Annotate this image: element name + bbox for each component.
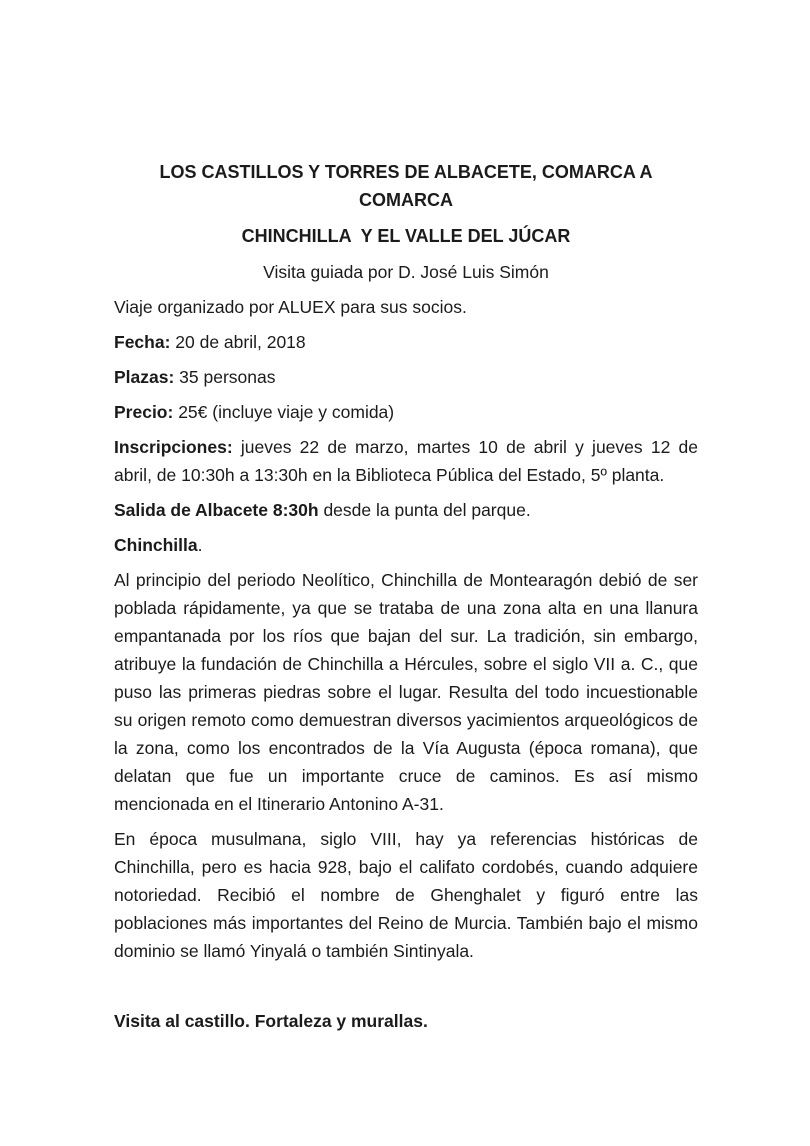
document-title-line1: LOS CASTILLOS Y TORRES DE ALBACETE, COMARCA A COMARCA — [159, 162, 653, 210]
section-heading-label: Chinchilla — [114, 535, 198, 555]
detail-inscripciones-label: Inscripciones: — [114, 437, 233, 457]
detail-fecha — [114, 328, 698, 356]
detail-precio-label: Precio: — [114, 402, 174, 422]
detail-salida — [114, 496, 698, 524]
detail-precio — [114, 398, 698, 426]
document-title-line2: CHINCHILLA Y EL VALLE DEL JÚCAR — [241, 226, 571, 246]
detail-salida-label: Salida de Albacete 8:30h — [114, 500, 319, 520]
detail-plazas — [114, 363, 698, 391]
detail-precio-value: 25€ (incluye viaje y comida) — [173, 402, 395, 422]
section-heading-chinchilla — [114, 531, 698, 559]
detail-plazas-label: Plazas: — [114, 367, 175, 387]
section-heading-suffix: . — [197, 535, 203, 555]
intro-paragraph: Viaje organizado por ALUEX para sus socios. — [114, 297, 467, 317]
detail-inscripciones — [114, 433, 698, 489]
body-paragraph-1: Al principio del periodo Neolítico, Chinchilla de Montearagón debió de ser poblada rápidamente, ya que se trataba de una zona alta en una llanura empantanada por los ríos que bajan del sur. La tradición, sin embargo, atribuye la fundación de Chinchilla a Hércules, sobre el siglo VII a. C., que puso las primeras piedras sobre el lugar. Resulta del todo incuestionable su origen remoto como demuestran diversos yacimientos arqueológicos de la zona, como los encontrados de la Vía Augusta (época romana), que delatan que fue un importante cruce de caminos. Es así mismo mencionada en el Itinerario Antonino A-31. — [114, 570, 698, 814]
document-subtitle: Visita guiada por D. José Luis Simón — [263, 262, 549, 282]
empty-paragraph-spacer — [114, 972, 698, 1000]
detail-fecha-label: Fecha: — [114, 332, 171, 352]
body-paragraph-2: En época musulmana, siglo VIII, hay ya referencias históricas de Chinchilla, pero es hacia 928, bajo el califato cordobés, cuando adquiere notoriedad. Recibió el nombre de Ghenghalet y figuró entre las poblaciones más importantes del Reino de Murcia. También bajo el mismo dominio se llamó Yinyalá o también Sintinyala. — [114, 829, 698, 961]
detail-salida-value: desde la punta del parque. — [318, 500, 531, 520]
document-content — [114, 0, 698, 1042]
detail-inscripciones-value: jueves 22 de marzo, martes 10 de abril y jueves 12 de abril, de 10:30h a 13:30h en la Biblioteca Pública del Estado, 5º planta. — [114, 437, 698, 485]
footer-heading: Visita al castillo. Fortaleza y murallas. — [114, 1011, 428, 1031]
detail-plazas-value: 35 personas — [174, 367, 276, 387]
detail-fecha-value: 20 de abril, 2018 — [170, 332, 306, 352]
